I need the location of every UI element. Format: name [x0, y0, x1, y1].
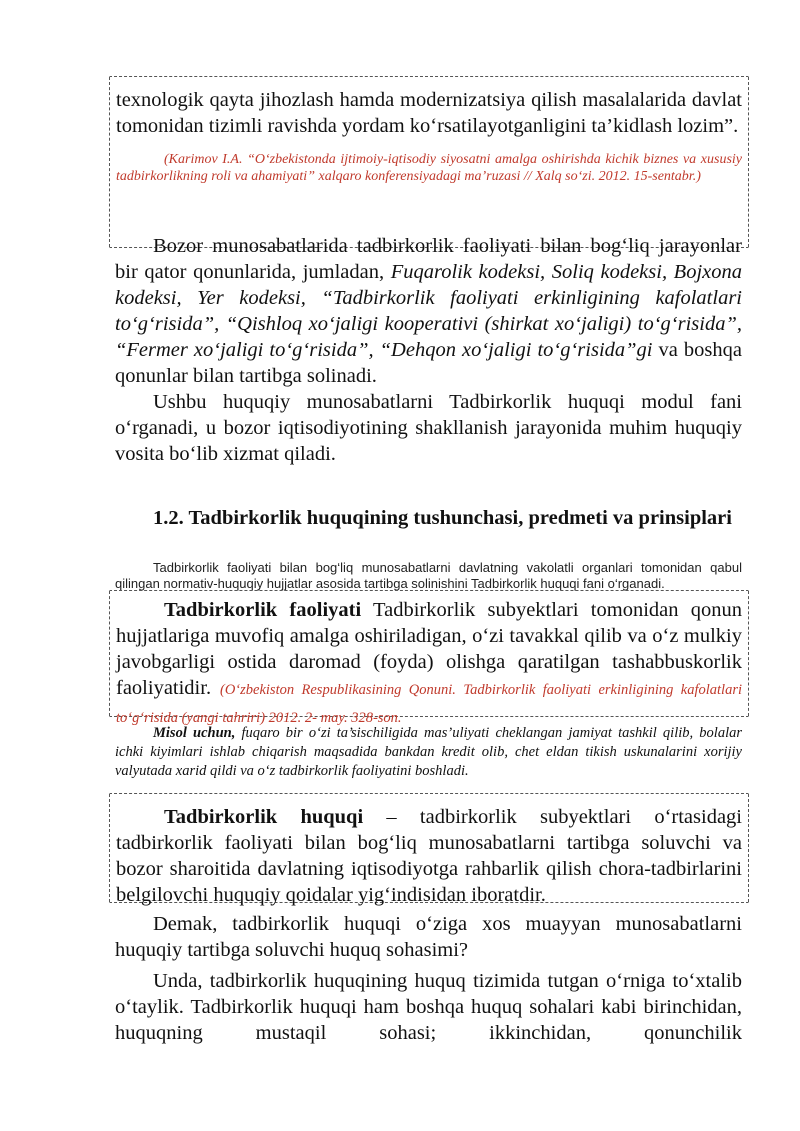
- definition-law: [116, 804, 742, 908]
- paragraph-laws-start: Bozor munosabatlarida tadbirkorlik faoliyati bilan bog‘liq jarayonlar bir qator qonunlarida, jumladan,: [115, 235, 742, 283]
- section-heading: 1.2. Tadbirkorlik huquqining tushunchasi, predmeti va prinsiplari: [153, 507, 732, 529]
- quote-text: texnologik qayta jihozlash hamda modernizatsiya qilish masalalarida davlat tomonidan tizimli ravishda yordam ko‘rsatilayotganligini ta’kidlash lozim”.: [116, 89, 742, 137]
- quote-citation: (Karimov I.A. “O‘zbekistonda ijtimoiy-iqtisodiy siyosatni amalga oshirishda kichik biznes va xususiy tadbirkorlikning roli va ahamiyati” xalqaro konferensiyadagi ma’ruzasi // Xalq so‘zi. 2012. 15-sentabr.): [116, 152, 742, 184]
- quote-box: [109, 76, 749, 248]
- paragraph-system: Unda, tadbirkorlik huquqining huquq tizimida tutgan o‘rniga to‘xtalib o‘taylik. Tadbirkorlik huquqi ham boshqa huquq sohalari kabi birinchidan, huquqning mustaqil sohasi; ikkinchidan, qonunchilik: [115, 970, 742, 1044]
- definition-activity-term: Tadbirkorlik faoliyati: [164, 599, 362, 621]
- paragraph-laws: [115, 233, 742, 389]
- example-text: fuqaro bir o‘zi ta’sischiligida mas’uliyati cheklangan jamiyat tashkil qilib, bolalar ichki kiyimlari ishlab chiqarish maqsadida bankdan kredit olib, chet eldan tikish uskunalarini xorijiy valyutada xarid qildi va o‘z tadbirkorlik faoliyatini boshladi.: [115, 725, 742, 779]
- definition-law-term: Tadbirkorlik huquqi: [164, 806, 364, 828]
- section-summary: Tadbirkorlik faoliyati bilan bog‘liq munosabatlarni davlatning vakolatli organlari tomonidan qabul qilingan normativ-huquqiy hujjatlar asosida tartibga solinishini Tadbirkorlik huquqi fani o‘rganadi.: [115, 560, 742, 591]
- paragraph-module: Ushbu huquqiy munosabatlarni Tadbirkorlik huquqi modul fani o‘rganadi, u bozor iqtisodiyotining shakllanish jarayonida muhim huquqiy vosita bo‘lib xizmat qiladi.: [115, 391, 742, 465]
- definition-activity-citation: (O‘zbekiston Respublikasining Qonuni. Tadbirkorlik faoliyati erkinligining kafolatlari to‘g‘risida (yangi tahriri) 2012. 2- may. 328-son.: [116, 682, 743, 726]
- definition-law-text: – tadbirkorlik subyektlari o‘rtasidagi tadbirkorlik faoliyati bilan bog‘liq munosabatlarni tartibga soluvchi va bozor sharoitida davlatning iqtisodiyotga rahbarlik qilish chora-tadbirlarini belgilovchi huquqiy qoidalar yig‘indisidan iboratdir.: [116, 806, 742, 906]
- definition-box-law: [109, 793, 749, 906]
- definition-activity-text: Tadbirkorlik subyektlari tomonidan qonun hujjatlariga muvofiq amalga oshiriladigan, o‘zi tavakkal qilib va o‘z mulkiy javobgarligi ostida daromad (foyda) olishga qaratilgan tashabbuskorlik faoliyatidir.: [116, 599, 742, 699]
- definition-activity: [116, 597, 742, 731]
- definition-box-activity: [109, 590, 749, 726]
- example-paragraph: [115, 724, 742, 781]
- paragraph-laws-italic: Fuqarolik kodeksi, Soliq kodeksi, Bojxona kodeksi, Yer kodeksi, “Tadbirkorlik faoliyati erkinligining kafolatlari to‘g‘risida”, “Qishloq xo‘jaligi kooperativi (shirkat xo‘jaligi) to‘g‘risida”, “Fermer xo‘jaligi to‘g‘risida”, “Dehqon xo‘jaligi to‘g‘risida”gi: [115, 261, 742, 361]
- paragraph-laws-end: va boshqa qonunlar bilan tartibga solinadi.: [115, 339, 742, 387]
- paragraph-question: Demak, tadbirkorlik huquqi o‘ziga xos muayyan munosabatlarni huquqiy tartibga soluvchi huquq sohasimi?: [115, 913, 742, 961]
- example-lead: Misol uchun,: [153, 725, 236, 741]
